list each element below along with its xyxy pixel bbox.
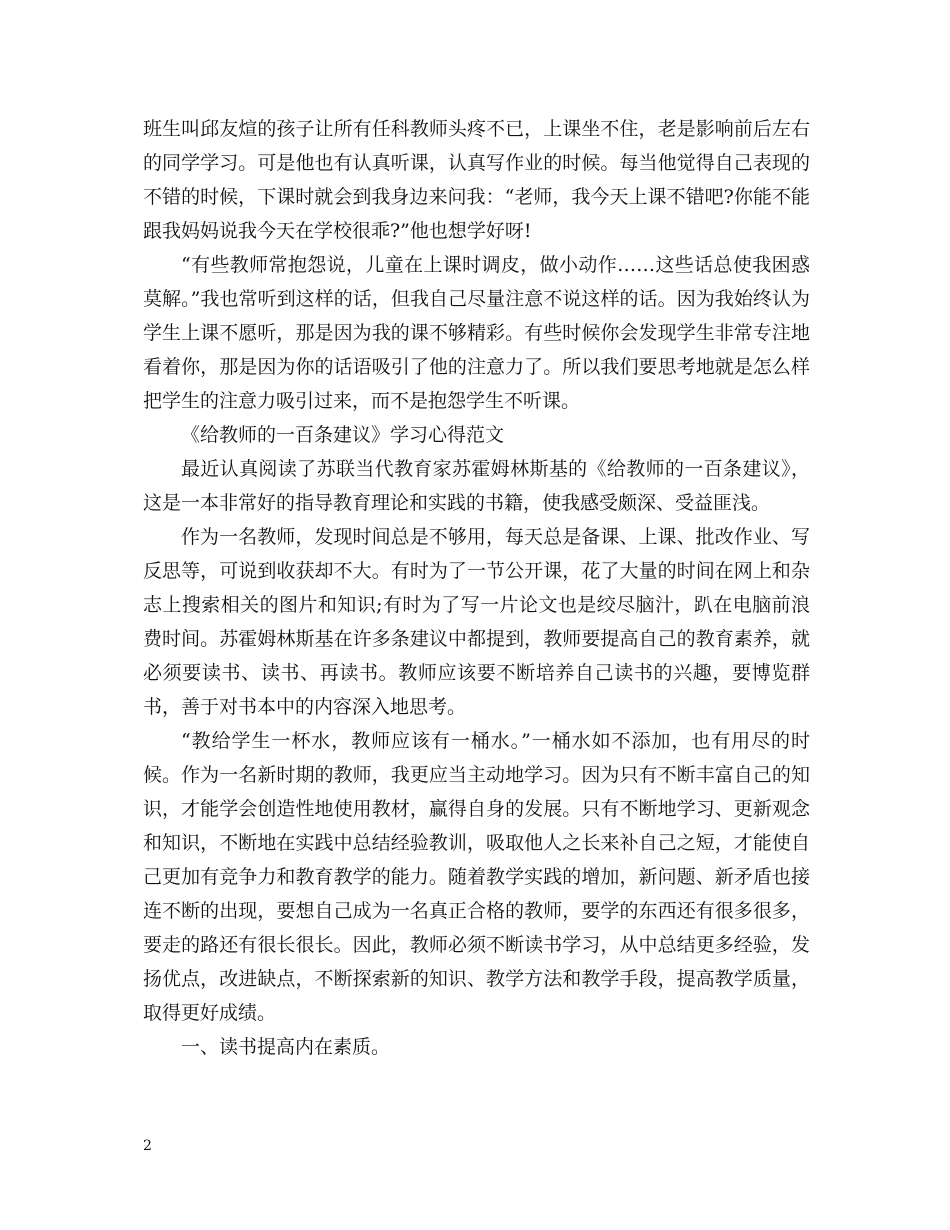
paragraph-3: 最近认真阅读了苏联当代教育家苏霍姆林斯基的《给教师的一百条建议》，这是一本非常好的指导教育理论和实践的书籍，使我感受颇深、受益匪浅。: [143, 458, 810, 514]
paragraph-1: 班生叫邱友煊的孩子让所有任科教师头疼不已，上课坐不住，老是影响前后左右的同学学习。可是他也有认真听课，认真写作业的时候。每当他觉得自己表现的不错的时候，下课时就会到我身边来问我：“老师，我今天上课不错吧?你能不能跟我妈妈说我今天在学校很乖?”他也想学好呀!: [143, 118, 810, 242]
document-page: [143, 112, 810, 1064]
paragraph-4: 作为一名教师，发现时间总是不够用，每天总是备课、上课、批改作业、写反思等，可说到收获却不大。有时为了一节公开课，花了大量的时间在网上和杂志上搜索相关的图片和知识;有时为了写一片论文也是绞尽脑汁，趴在电脑前浪费时间。苏霍姆林斯基在许多条建议中都提到，教师要提高自己的教育素养，就必须要读书、读书、再读书。教师应该要不断培养自己读书的兴趣，要博览群书，善于对书本中的内容深入地思考。: [143, 526, 810, 718]
subheading-1: 一、读书提高内在素质。: [181, 1036, 391, 1058]
paragraph-2: “有些教师常抱怨说，儿童在上课时调皮，做小动作……这些话总使我困惑莫解。”我也常听到这样的话，但我自己尽量注意不说这样的话。因为我始终认为学生上课不愿听，那是因为我的课不够精彩。有些时候你会发现学生非常专注地看着你，那是因为你的话语吸引了他的注意力了。所以我们要思考地就是怎么样把学生的注意力吸引过来，而不是抱怨学生不听课。: [143, 254, 810, 412]
page-number: 2: [143, 1138, 152, 1154]
paragraph-5: “教给学生一杯水，教师应该有一桶水。”一桶水如不添加，也有用尽的时候。作为一名新时期的教师，我更应当主动地学习。因为只有不断丰富自己的知识，才能学会创造性地使用教材，赢得自身的发展。只有不断地学习、更新观念和知识，不断地在实践中总结经验教训，吸取他人之长来补自己之短，才能使自己更加有竞争力和教育教学的能力。随着教学实践的增加，新问题、新矛盾也接连不断的出现，要想自己成为一名真正合格的教师，要学的东西还有很多很多，要走的路还有很长很长。因此，教师必须不断读书学习，从中总结更多经验，发扬优点，改进缺点，不断探索新的知识、教学方法和教学手段，提高教学质量，取得更好成绩。: [143, 730, 810, 1024]
section-title: 《给教师的一百条建议》学习心得范文: [181, 424, 505, 446]
